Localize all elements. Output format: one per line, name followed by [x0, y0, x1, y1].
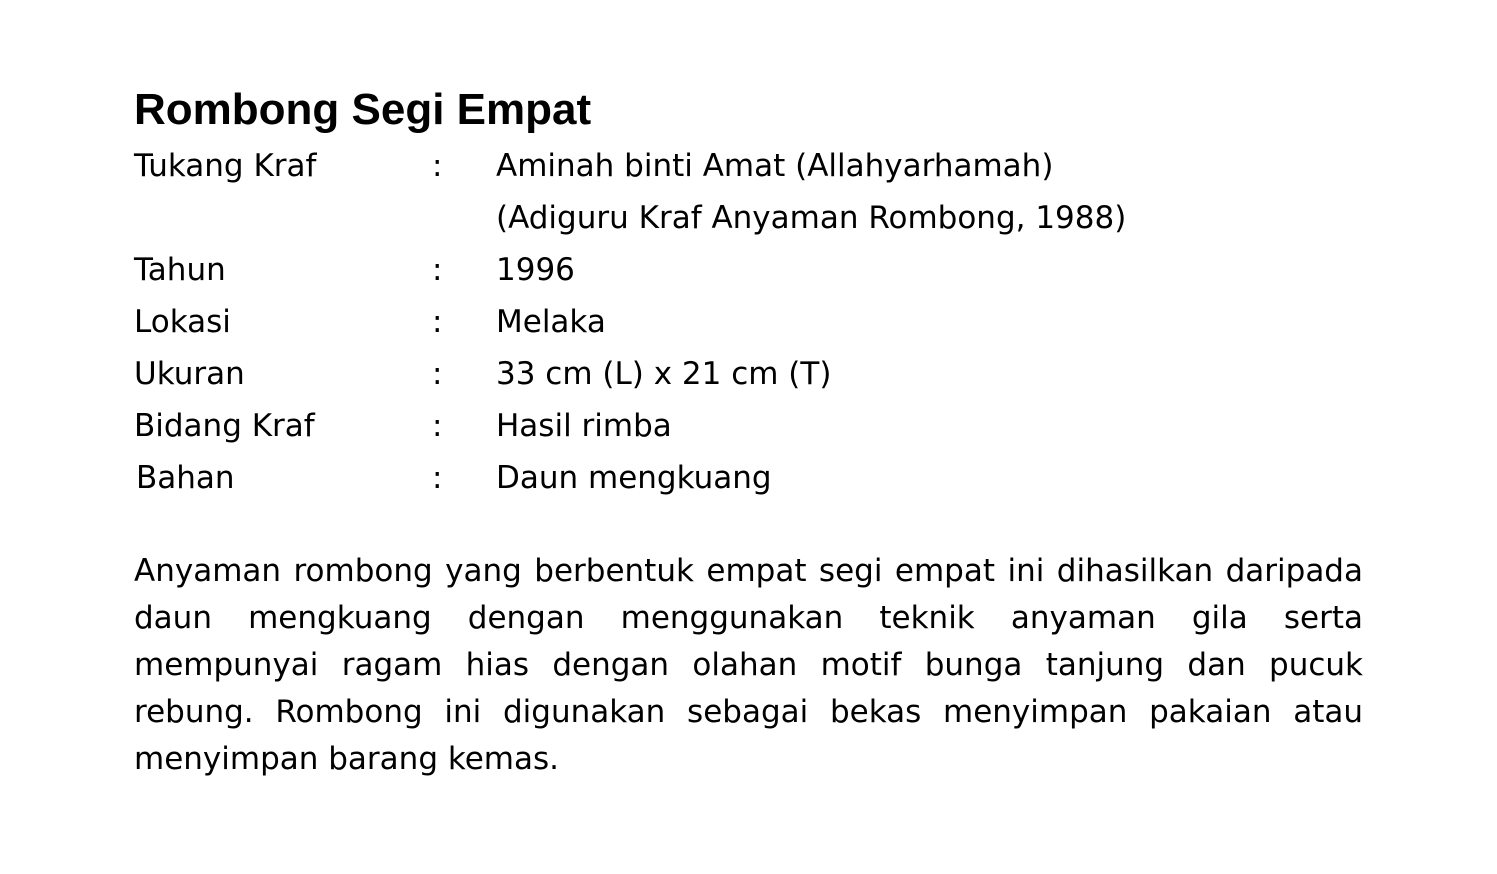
field-label: Lokasi	[134, 304, 231, 340]
field-value: Daun mengkuang	[496, 460, 772, 496]
description-paragraph: Anyaman rombong yang berbentuk empat segi empat ini dihasilkan daripada daun mengkuang dengan menggunakan teknik anyaman gila serta mempunyai ragam hias dengan olahan motif bunga tanjung dan pucuk rebung. Rombong ini digunakan sebagai bekas menyimpan pakaian atau menyimpan barang kemas.	[134, 553, 1363, 777]
info-table	[134, 140, 1374, 504]
field-separator: :	[432, 356, 443, 392]
field-row-tukang-kraf-title	[134, 192, 1374, 244]
field-label: Bidang Kraf	[134, 408, 315, 444]
field-row-bahan	[134, 452, 1374, 504]
field-row-tukang-kraf	[134, 140, 1374, 192]
field-value: Hasil rimba	[496, 408, 672, 444]
field-separator: :	[432, 408, 443, 444]
field-value: Melaka	[496, 304, 606, 340]
field-value: 1996	[496, 252, 575, 288]
field-label: Tahun	[134, 252, 226, 288]
field-label: Bahan	[136, 460, 235, 496]
field-value: 33 cm (L) x 21 cm (T)	[496, 356, 832, 392]
field-label: Tukang Kraf	[134, 148, 317, 184]
field-row-lokasi	[134, 296, 1374, 348]
field-label: Ukuran	[134, 356, 245, 392]
page-title: Rombong Segi Empat	[134, 85, 592, 134]
field-row-ukuran	[134, 348, 1374, 400]
field-value: (Adiguru Kraf Anyaman Rombong, 1988)	[496, 200, 1127, 236]
field-separator: :	[432, 252, 443, 288]
field-separator: :	[432, 304, 443, 340]
field-separator: :	[432, 460, 443, 496]
field-separator: :	[432, 148, 443, 184]
field-row-bidang-kraf	[134, 400, 1374, 452]
field-row-tahun	[134, 244, 1374, 296]
field-value: Aminah binti Amat (Allahyarhamah)	[496, 148, 1054, 184]
